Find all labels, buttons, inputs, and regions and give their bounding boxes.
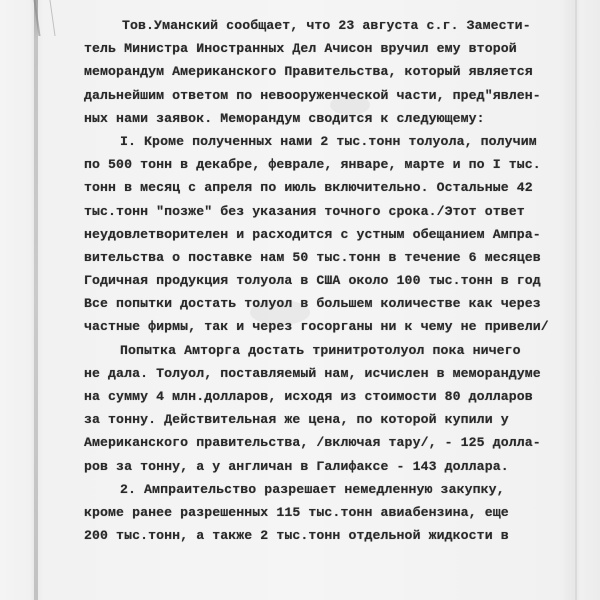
- text-line: дальнейшим ответом по невооруженческой части, пред"явлен-: [84, 87, 541, 103]
- text-line: кроме ранее разрешенных 115 тыс.тонн авиабензина, еще: [84, 504, 509, 520]
- text-line: 200 тыс.тонн, а также 2 тыс.тонн отдельной жидкости в: [84, 528, 509, 544]
- right-margin-line: [575, 0, 577, 600]
- text-line: Тов.Уманский сообщает, что 23 августа с.г. Замести-: [122, 18, 531, 33]
- text-line: меморандум Американского Правительства, который является: [84, 64, 533, 80]
- text-line: неудовлетворителен и расходится с устным обещанием Ампра-: [84, 226, 541, 242]
- text-line: частные фирмы, так и через госорганы ни к чему не привели/: [84, 319, 549, 335]
- text-line: вительства о поставке нам 50 тыс.тонн в течение 6 месяцев: [84, 249, 541, 265]
- text-line: ных нами заявок. Меморандум сводится к следующему:: [84, 110, 485, 126]
- document-body: [84, 14, 574, 547]
- text-line: Годичная продукция толуола в США около 100 тыс.тонн в год: [84, 273, 541, 289]
- text-line: тонн в месяц с апреля по июль включительно. Остальные 42: [84, 180, 533, 196]
- text-line: Попытка Амторга достать тринитротолуол пока ничего: [120, 342, 521, 358]
- text-line: тель Министра Иностранных Дел Ачисон вручил ему второй: [84, 41, 517, 57]
- text-line: по 500 тонн в декабре, феврале, январе, марте и по I тыс.: [84, 157, 541, 173]
- text-line: I. Кроме полученных нами 2 тыс.тонн толуола, получим: [120, 133, 537, 149]
- text-line: не дала. Толуол, поставляемый нам, исчислен в меморандуме: [84, 365, 541, 381]
- text-line: за тонну. Действительная же цена, по которой купили у: [84, 412, 509, 428]
- text-line: Американского правительства, /включая тару/, - 125 долла-: [84, 435, 541, 451]
- binding-line: [34, 0, 38, 600]
- text-line: тыс.тонн "позже" без указания точного срока./Этот ответ: [84, 203, 525, 219]
- text-line: на сумму 4 млн.долларов, исходя из стоимости 80 долларов: [84, 389, 533, 404]
- text-line: 2. Ампраительство разрешает немедленную закупку,: [120, 481, 505, 497]
- text-line: ров за тонну, а у англичан в Галифаксе - 143 доллара.: [84, 458, 509, 474]
- text-line: Все попытки достать толуол в большем количестве как через: [84, 296, 541, 312]
